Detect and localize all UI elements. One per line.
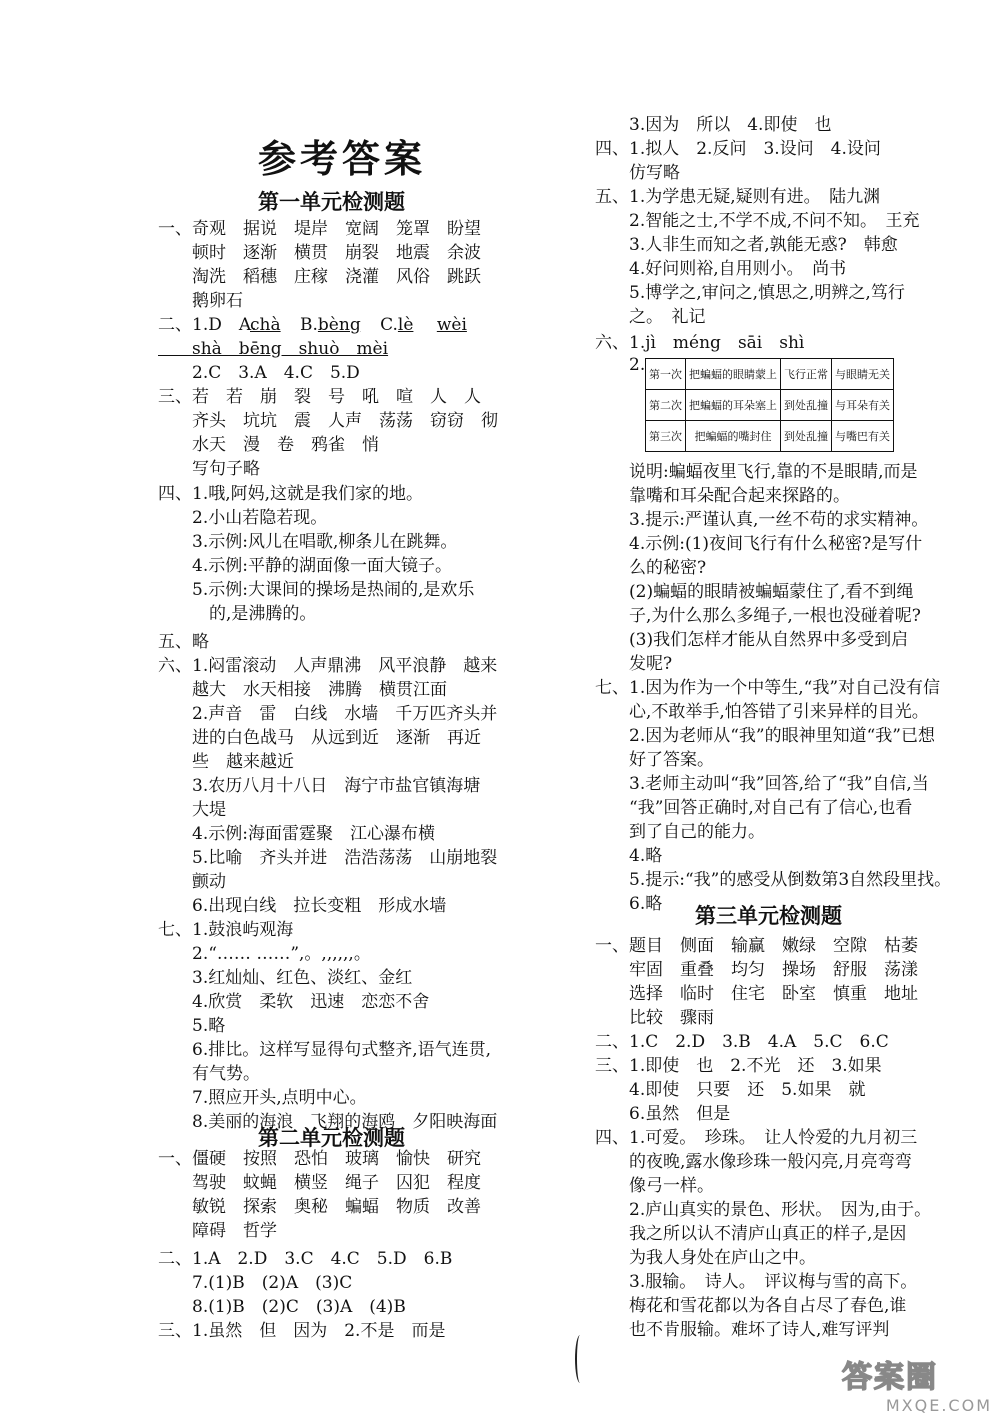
answer-line: 六、1.jì méng sāi shì bbox=[595, 333, 805, 353]
answer-line: 二、1.D A. bbox=[158, 315, 257, 335]
answer-line: 5.博学之,审问之,慎思之,明辨之,笃行 bbox=[595, 283, 905, 303]
answer-line: 的夜晚,露水像珍珠一般闪亮,月亮弯弯 bbox=[595, 1152, 912, 1172]
answer-line: 三、1.虽然 但 因为 2.不是 而是 bbox=[158, 1321, 446, 1341]
answer-line: 六、1.闷雷滚动 人声鼎沸 风平浪静 越来 bbox=[158, 656, 498, 676]
pinyin-wei: wèi bbox=[436, 315, 467, 335]
answer-line: 么的秘密? bbox=[595, 558, 707, 578]
answer-line: 5.示例:大课间的操场是热闹的,是欢乐 bbox=[158, 580, 475, 600]
answer-line: 5.比喻 齐头并进 浩浩荡荡 山崩地裂 bbox=[158, 848, 498, 868]
answer-line: 6.略 bbox=[595, 894, 663, 914]
answer-line: 比较 骤雨 bbox=[595, 1008, 714, 1028]
table-cell: 到处乱撞 bbox=[781, 421, 832, 452]
answer-line: 四、1.拟人 2.反问 3.设问 4.设问 bbox=[595, 139, 881, 159]
answer-line: 4.欣赏 柔软 迅速 恋恋不舍 bbox=[158, 992, 430, 1012]
table-cell: 第三次 bbox=[646, 421, 686, 452]
watermark-text: 答案圈 bbox=[842, 1360, 938, 1395]
answer-line: 3.农历八月十八日 海宁市盐官镇海塘 bbox=[158, 776, 481, 796]
answer-line: 写句子略 bbox=[158, 459, 260, 479]
table-cell: 飞行正常 bbox=[781, 359, 832, 390]
page-title: 参考答案 bbox=[258, 137, 427, 181]
answer-line: 2.智能之士,不学不成,不问不知。 王充 bbox=[595, 211, 920, 231]
answer-line: 鹅卵石 bbox=[158, 291, 243, 311]
answer-line: 4.示例:平静的湖面像一面大镜子。 bbox=[158, 556, 452, 576]
answer-line: 大堤 bbox=[158, 800, 226, 820]
answer-line: 二、1.C 2.D 3.B 4.A 5.C 6.C bbox=[595, 1032, 889, 1052]
answer-line: 一、奇观 据说 堤岸 宽阔 笼罩 盼望 bbox=[158, 219, 481, 239]
answer-line: 七、1.因为作为一个中等生,“我”对自己没有信 bbox=[595, 678, 941, 698]
answer-line: 6.出现白线 拉长变粗 形成水墙 bbox=[158, 896, 447, 916]
answer-line: 2. bbox=[595, 355, 646, 375]
table-cell: 把蝙蝠的耳朵塞上 bbox=[686, 390, 781, 421]
answer-line: 三、若 若 崩 裂 号 吼 喧 人 人 bbox=[158, 387, 481, 407]
table-row bbox=[646, 359, 894, 390]
answer-line: 顿时 逐渐 横贯 崩裂 地震 余波 bbox=[158, 243, 481, 263]
answer-line: 2.C 3.A 4.C 5.D bbox=[158, 363, 360, 383]
answer-line: 五、1.为学患无疑,疑则有进。 陆九渊 bbox=[595, 187, 881, 207]
answer-line: 7.照应开头,点明中心。 bbox=[158, 1088, 367, 1108]
answer-line: 颤动 bbox=[158, 872, 226, 892]
answer-line: 有气势。 bbox=[158, 1064, 260, 1084]
table-cell: 与耳朵有关 bbox=[832, 390, 894, 421]
section-title-unit3: 第三单元检测题 bbox=[695, 904, 842, 928]
answer-line: 2.“…… ……”,。,,,,,,。 bbox=[158, 944, 371, 964]
pinyin-row1 bbox=[250, 314, 467, 337]
answer-line: 进的白色战马 从远到近 逐渐 再近 bbox=[158, 728, 481, 748]
pinyin-le: lè bbox=[397, 315, 414, 335]
answer-line: 到了自己的能力。 bbox=[595, 822, 765, 842]
answer-line: 二、1.A 2.D 3.C 4.C 5.D 6.B bbox=[158, 1249, 453, 1269]
answer-line: 靠嘴和耳朵配合起来探路的。 bbox=[595, 486, 850, 506]
option-b-label: B. bbox=[300, 315, 318, 335]
answer-line: (3)我们怎样才能从自然界中多受到启 bbox=[595, 630, 909, 650]
answer-line: 三、1.即使 也 2.不光 还 3.如果 bbox=[595, 1056, 882, 1076]
answer-line: 2.声音 雷 白线 水墙 千万匹齐头并 bbox=[158, 704, 498, 724]
answer-line: 3.因为 所以 4.即使 也 bbox=[595, 115, 832, 135]
option-c-label: C. bbox=[380, 315, 398, 335]
answer-line: 3.示例:风儿在唱歌,柳条儿在跳舞。 bbox=[158, 532, 458, 552]
answer-line: 3.红灿灿、红色、淡红、金红 bbox=[158, 968, 413, 988]
answer-line: 3.服输。 诗人。 评议梅与雪的高下。 bbox=[595, 1272, 918, 1292]
answer-line: 水天 漫 卷 鸦雀 悄 bbox=[158, 435, 379, 455]
table-cell: 与眼睛无关 bbox=[832, 359, 894, 390]
answer-line: 仿写略 bbox=[595, 163, 680, 183]
answer-line: 为我人身处在庐山之中。 bbox=[595, 1248, 816, 1268]
pinyin-beng: bèng bbox=[317, 315, 361, 335]
answer-line: 2.庐山真实的景色、形状。 因为,由于。 bbox=[595, 1200, 932, 1220]
table-cell: 把蝙蝠的嘴封住 bbox=[686, 421, 781, 452]
answer-line: 选择 临时 住宅 卧室 慎重 地址 bbox=[595, 984, 918, 1004]
answer-line: 牢固 重叠 均匀 操场 舒服 荡漾 bbox=[595, 960, 918, 980]
pinyin-cha: chà bbox=[250, 315, 281, 335]
answer-line: 说明:蝙蝠夜里飞行,靠的不是眼睛,而是 bbox=[595, 462, 918, 482]
answer-line: 的,是沸腾的。 bbox=[158, 604, 317, 624]
answer-line: 齐头 坑坑 震 人声 荡荡 窃窃 彻 bbox=[158, 411, 498, 431]
bat-experiment-table bbox=[645, 358, 894, 452]
table-cell: 第一次 bbox=[646, 359, 686, 390]
answer-line: 4.即使 只要 还 5.如果 就 bbox=[595, 1080, 866, 1100]
section-title-unit2: 第二单元检测题 bbox=[258, 1126, 405, 1150]
answer-line: 发呢? bbox=[595, 654, 673, 674]
answer-line: 5.略 bbox=[158, 1016, 226, 1036]
answer-line: 4.示例:海面雷霆聚 江心瀑布横 bbox=[158, 824, 435, 844]
answer-line: 8.(1)B (2)C (3)A (4)B bbox=[158, 1297, 406, 1317]
answer-line: 些 越来越近 bbox=[158, 752, 294, 772]
section-title-unit1: 第一单元检测题 bbox=[258, 190, 405, 214]
answer-line: 3.提示:严谨认真,一丝不苟的求实精神。 bbox=[595, 510, 929, 530]
answer-line: 障碍 哲学 bbox=[158, 1221, 277, 1241]
table-cell: 到处乱撞 bbox=[781, 390, 832, 421]
answer-line: 五、略 bbox=[158, 632, 209, 652]
table-cell: 与嘴巴有关 bbox=[832, 421, 894, 452]
margin-bracket-mark bbox=[575, 1335, 585, 1383]
answer-line: shà bēng shuò mèi bbox=[158, 339, 389, 359]
watermark-url: MXQE.COM bbox=[885, 1396, 992, 1415]
answer-line: 子,为什么那么多绳子,一根也没碰着呢? bbox=[595, 606, 921, 626]
table-row bbox=[646, 421, 894, 452]
answer-line: 4.示例:(1)夜间飞行有什么秘密?是写什 bbox=[595, 534, 923, 554]
table-cell: 第二次 bbox=[646, 390, 686, 421]
answer-line: 心,不敢举手,怕答错了引来异样的目光。 bbox=[595, 702, 929, 722]
answer-line: 4.好问则裕,自用则小。 尚书 bbox=[595, 259, 847, 279]
answer-line: 好了答案。 bbox=[595, 750, 714, 770]
answer-line: 之。 礼记 bbox=[595, 307, 706, 327]
answer-line: 3.老师主动叫“我”回答,给了“我”自信,当 bbox=[595, 774, 929, 794]
answer-line: 四、1.哦,阿妈,这就是我们家的地。 bbox=[158, 484, 424, 504]
answer-line: 3.人非生而知之者,孰能无惑? 韩愈 bbox=[595, 235, 898, 255]
answer-line: 也不肯服输。难坏了诗人,难写评判 bbox=[595, 1320, 890, 1340]
answer-line: 七、1.鼓浪屿观海 bbox=[158, 920, 294, 940]
answer-line: 我之所以认不清庐山真正的样子,是因 bbox=[595, 1224, 907, 1244]
answer-line: 像弓一样。 bbox=[595, 1176, 714, 1196]
watermark-logo bbox=[842, 1352, 992, 1416]
answer-line: 一、题目 侧面 输赢 嫩绿 空隙 枯萎 bbox=[595, 936, 918, 956]
answer-line: (2)蝙蝠的眼睛被蝙蝠蒙住了,看不到绳 bbox=[595, 582, 914, 602]
answer-line: 2.因为老师从“我”的眼神里知道“我”已想 bbox=[595, 726, 935, 746]
answer-line: 越大 水天相接 沸腾 横贯江面 bbox=[158, 680, 447, 700]
answer-line: 8.美丽的海浪 飞翔的海鸥 夕阳映海面 bbox=[158, 1112, 498, 1132]
answer-line: 7.(1)B (2)A (3)C bbox=[158, 1273, 353, 1293]
table-row bbox=[646, 390, 894, 421]
answer-line: 驾驶 蚊蝇 横竖 绳子 囚犯 程度 bbox=[158, 1173, 481, 1193]
answer-line: 敏锐 探索 奥秘 蝙蝠 物质 改善 bbox=[158, 1197, 481, 1217]
answer-line: 2.小山若隐若现。 bbox=[158, 508, 328, 528]
answer-line: 4.略 bbox=[595, 846, 663, 866]
answer-line: 6.虽然 但是 bbox=[595, 1104, 731, 1124]
answer-line: 6.排比。这样写显得句式整齐,语气连贯, bbox=[158, 1040, 492, 1060]
answer-line: 5.提示:“我”的感受从倒数第3自然段里找。 bbox=[595, 870, 952, 890]
answer-line: 四、1.可爱。 珍珠。 让人怜爱的九月初三 bbox=[595, 1128, 918, 1148]
answer-line: 梅花和雪花都以为各自占尽了春色,谁 bbox=[595, 1296, 907, 1316]
answer-line: “我”回答正确时,对自己有了信心,也看 bbox=[595, 798, 913, 818]
answer-line: 一、僵硬 按照 恐怕 玻璃 愉快 研究 bbox=[158, 1149, 481, 1169]
answer-line: 淘洗 稻穗 庄稼 浇灌 风俗 跳跃 bbox=[158, 267, 481, 287]
table-cell: 把蝙蝠的眼睛蒙上 bbox=[686, 359, 781, 390]
